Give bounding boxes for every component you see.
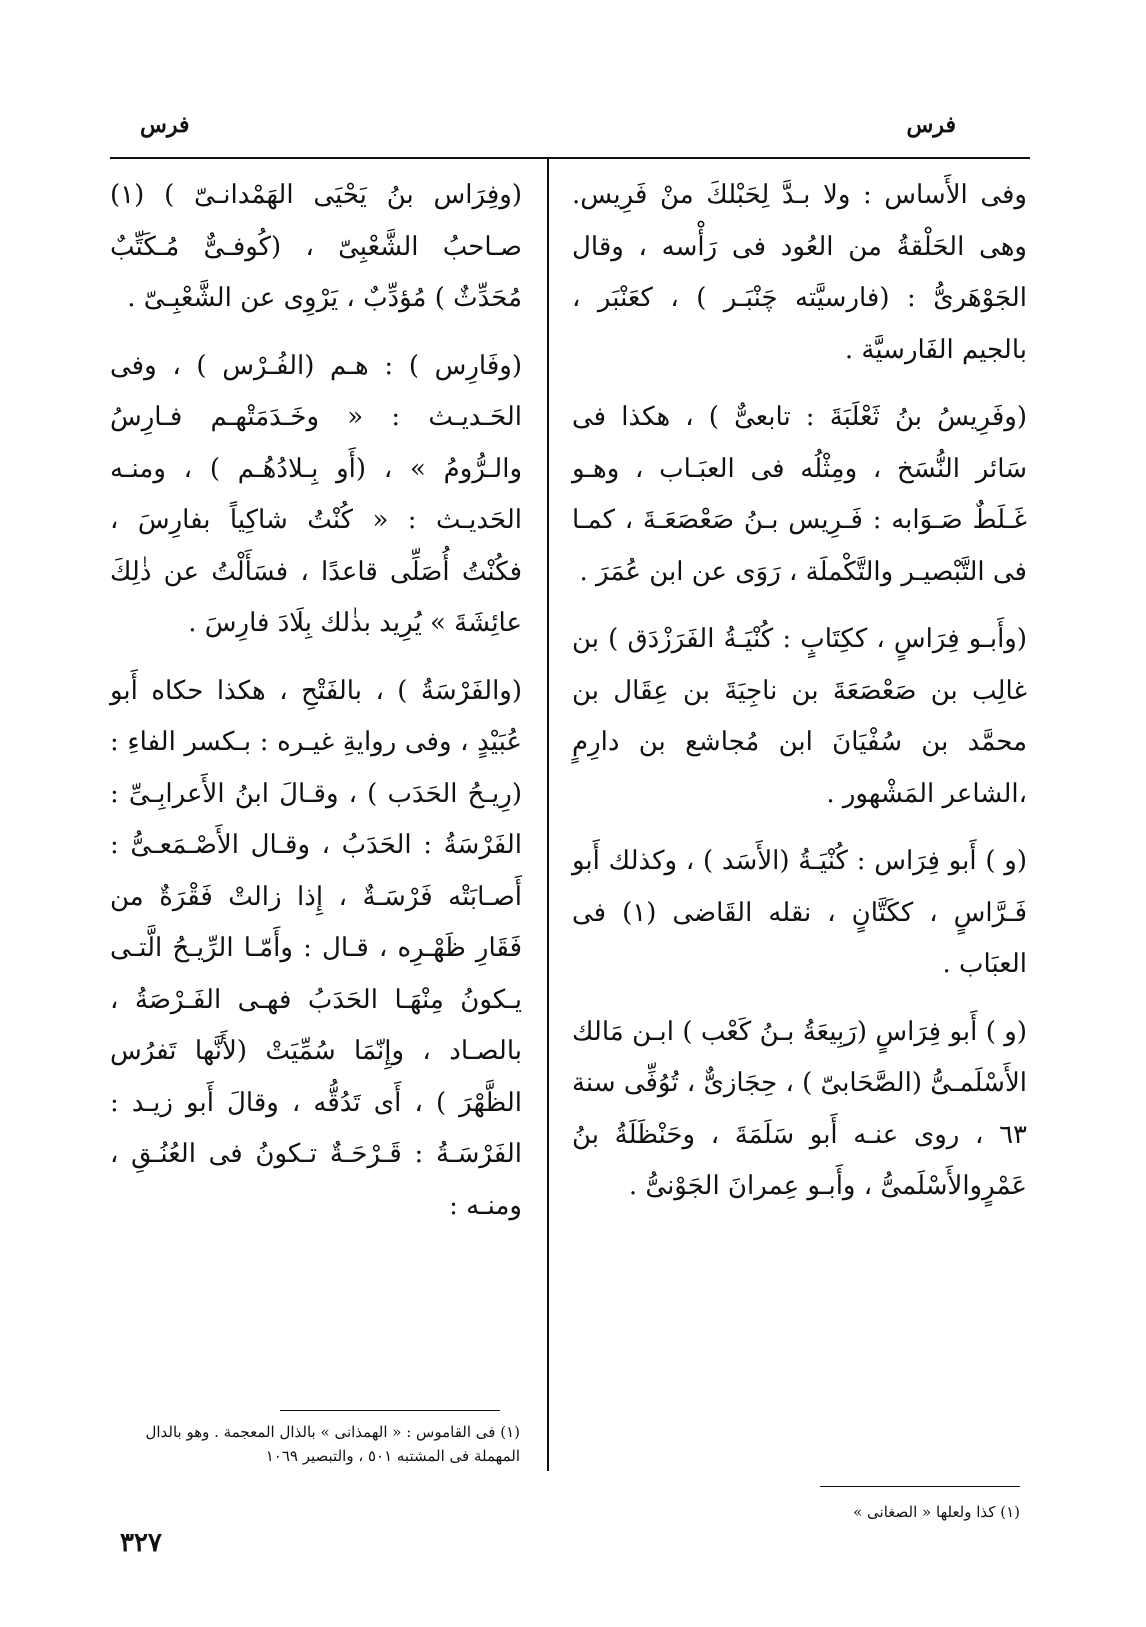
footnote-rule-right [820, 1486, 1020, 1487]
running-header-left: فرس [140, 112, 190, 138]
footnote-left: (١) فى القاموس : « الهمذانى » بالذال المعجمة . وهو بالدال المهملة فى المشتبه ٥٠١ ، والتبصير ١٠٦٩ [145, 1423, 520, 1465]
header-rule [110, 157, 1030, 159]
right-column [572, 170, 1027, 1229]
page-number: ٣٢٧ [120, 1528, 162, 1558]
paragraph: وفى الأَساس : ولا بـدَّ لِحَبْلكَ منْ فَرِيس. وهى الحَلْقةُ من العُود فى رَأْسه ، وقال الجَوْهَرىُّ : (فارسيَّته چَنْبَـر ) ، كعَنْبَر ، بالجيم الفَارسيَّة . [572, 180, 1027, 365]
paragraph: (وفِرَاس بنُ يَحْيَى الهَمْدانـىّ ) (١) صـاحبُ الشَّعْبِىّ ، (كُوفـىٌّ مُـكَتِّبٌ مُحَدِّثٌ ) مُؤدِّبٌ ، يَرْوِى عن الشَّعْبِـىّ . [110, 180, 522, 313]
paragraph: (وأَبـو فِرَاسٍ ، ككِتَابٍ : كُنْيَـةُ الفَرَزْدَق ) بن غالِب بن صَعْصَعَةَ بن ناجِيَةَ بن عِقَال بن محمَّد بن سُفْيَانَ ابن مُجاشع بن دارِمٍ ،الشاعر المَشْهور . [572, 624, 1027, 809]
paragraph: (والفَرْسَةُ ) ، بالفَتْحِ ، هكذا حكاه أَبو عُبَيْدٍ ، وفى روايةِ غيـره : بـكسر الفاءِ : (رِيـحُ الحَدَب ) ، وقـالَ ابنُ الأَعرابِـىِّ : الفَرْسَةُ : الحَدَبُ ، وقـال الأَصْـمَعـىُّ : أَصـابَتْه فَرْسَـةٌ ، إِذا زالتْ فَقْرَةٌ من فَقَارِ ظَهْـرِه ، قـال : وأَمّـا الرِّيـحُ الَّتـى يـكونُ مِنْهَـا الحَدَبُ فهـى الفَـرْصَةُ ، بالصـاد ، وإِنّمَا سُمِّيَتْ (لأَنَّها تَفرُس الظَّهْرَ ) ، أَى تَدُقُّه ، وقالَ أَبو زيـد : الفَرْسَـةُ : قَـرْحَـةٌ تـكونُ فى العُنُـقِ ، ومنـه : [110, 675, 522, 1221]
paragraph: (وفَارِس ) : هـم (الفُـرْس ) ، وفى الحَـديـث : « وخَـدَمَتْهـم فـارِسُ والـرُّومُ » ، (أَو بِـلادُهُـم ) ، ومنـه الحَديـث : « كُنْتُ شاكِياً بفارِسَ ، فكُنْتُ أُصَلِّى قاعدًا ، فسَأَلْتُ عن ذٰلِكَ عائِشَةَ » يُرِيد بذٰلك بِلَادَ فارِسَ . [110, 350, 522, 638]
footnote-right: (١) كذا ولعلها « الصغانى » [853, 1503, 1020, 1521]
paragraph: (و ) أَبو فِرَاسٍ (رَبِيعَةُ بـنُ كَعْب ) ابـن مَالك الأَسْلَمـىُّ (الصَّحَابىّ ) ، حِجَازىٌّ ، تُوُفِّى سنة ٦٣ ، روى عنـه أَبو سَلَمَةَ ، وحَنْظَلَةُ بنُ عَمْرٍوالأَسْلَمىُّ ، وأَبـو عِمرانَ الجَوْنىُّ . [571, 1016, 1027, 1201]
column-divider [547, 159, 549, 1471]
paragraph: (وفَرِيسُ بنُ ثَعْلَبَةَ : تابعىٌّ ) ، هكذا فى سَائر النُّسَخ ، ومِثْلُه فى العبَـاب ، وهـو غَـلَطٌ صَـوَابه : فَـرِيس بـنُ صَعْصَعَـةَ ، كمـا فى التَّبْصيـر والتَّكْملَة ، رَوَى عن ابن عُمَرَ . [572, 402, 1027, 587]
left-column [110, 170, 522, 1248]
running-header-right: فرس [906, 112, 956, 138]
footnote-rule-left [280, 1410, 500, 1411]
paragraph: (و ) أَبو فِرَاس : كُنْيَـةُ (الأَسَد ) ، وكذلك أَبو فَـرَّاسٍ ، ككَتَّانٍ ، نقله القَاضى (١) فى العبَاب . [572, 846, 1027, 979]
